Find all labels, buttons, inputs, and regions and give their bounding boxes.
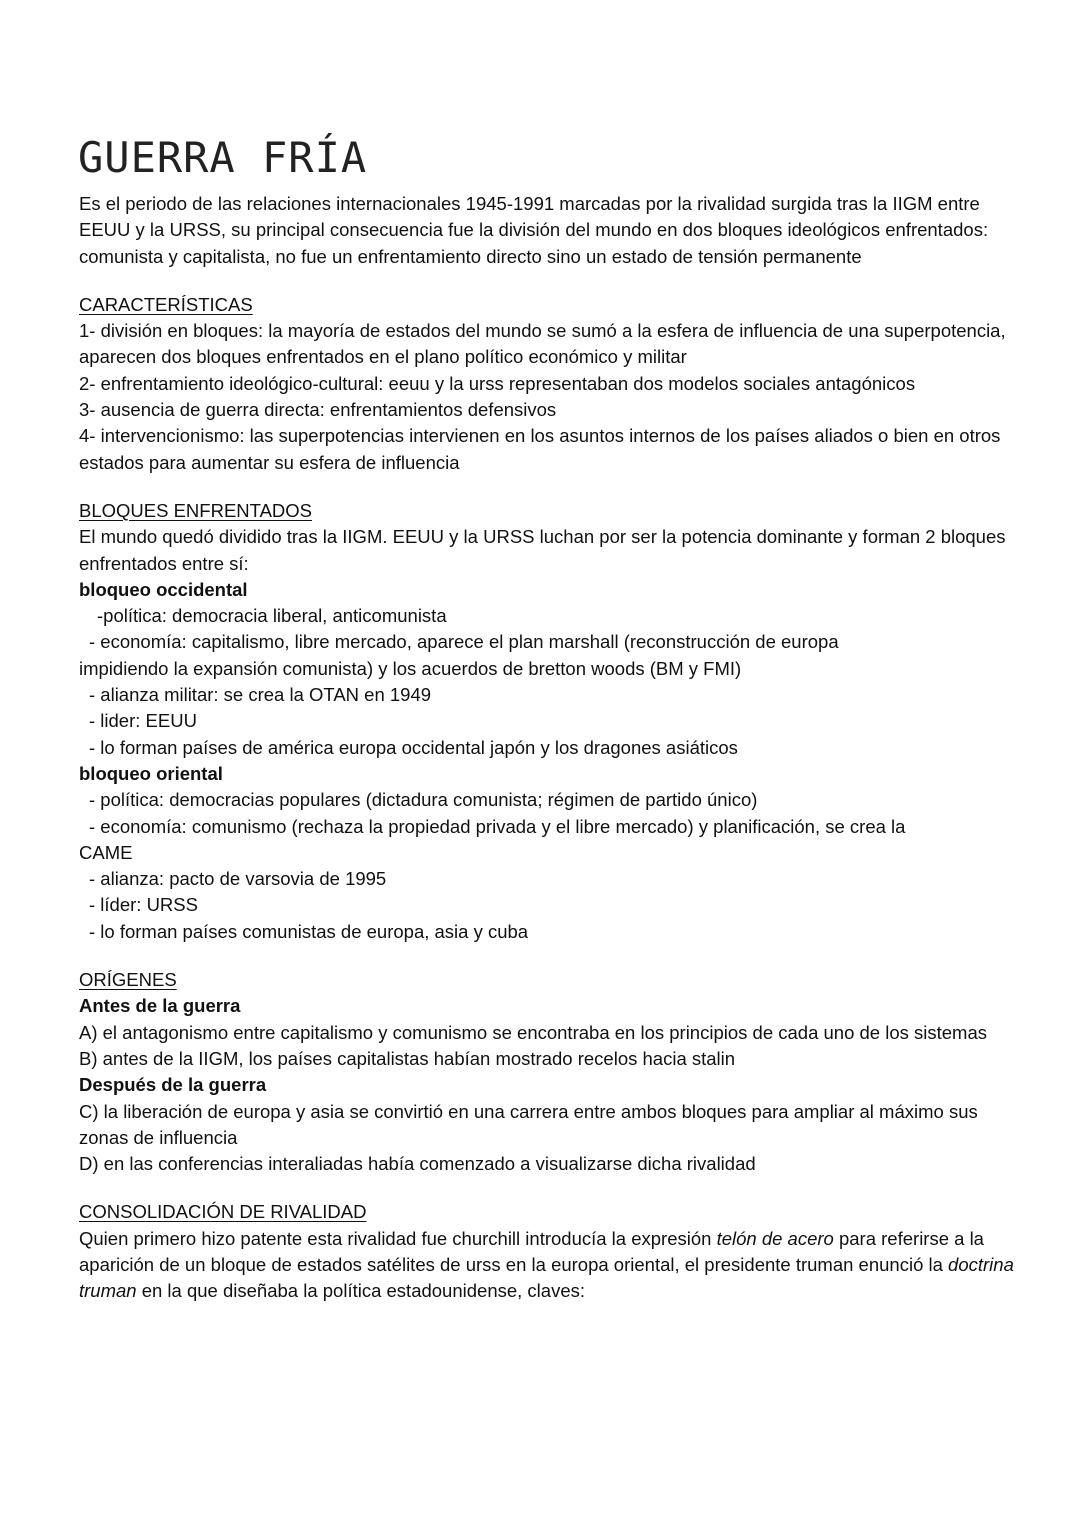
- page-title: GUERRA FRÍA: [78, 133, 368, 182]
- list-item: - lo forman países comunistas de europa, asia y cuba: [89, 920, 529, 942]
- paragraph-text: en la que diseñaba la política estadounidense, claves:: [136, 1280, 586, 1302]
- list-item-continuation: CAME: [79, 841, 133, 863]
- list-item: A) el antagonismo entre capitalismo y comunismo se encontraba en los principios de cada uno de los sistemas: [79, 1021, 988, 1043]
- consolidacion-paragraph: [79, 1226, 1014, 1305]
- section-heading: CONSOLIDACIÓN DE RIVALIDAD: [79, 1201, 367, 1223]
- subsection-title: bloqueo oriental: [79, 762, 223, 784]
- subsection-title: Antes de la guerra: [79, 995, 241, 1017]
- subsection-title: bloqueo occidental: [79, 578, 248, 600]
- list-item: 4- intervencionismo: las superpotencias intervienen en los asuntos internos de los países aliados o bien en otros estados para aumentar su esfera de influencia: [79, 425, 1001, 473]
- intro-paragraph: Es el periodo de las relaciones internacionales 1945-1991 marcadas por la rivalidad surgida tras la IIGM entre EEUU y la URSS, su principal consecuencia fue la división del mundo en dos bloques ideológicos enfrentados: comunista y capitalista, no fue un enfrentamiento directo sino un estado de tensión permanente: [79, 193, 989, 267]
- section-heading: CARACTERÍSTICAS: [79, 293, 253, 315]
- section-heading: BLOQUES ENFRENTADOS: [79, 499, 313, 521]
- list-item: C) la liberación de europa y asia se convirtió en una carrera entre ambos bloques para ampliar al máximo sus zonas de influencia: [79, 1100, 978, 1148]
- list-item: - lider: EEUU: [89, 710, 197, 732]
- section-bloques: [79, 498, 1014, 945]
- list-item: B) antes de la IIGM, los países capitalistas habían mostrado recelos hacia stalin: [79, 1047, 736, 1069]
- section-heading: ORÍGENES: [79, 969, 177, 991]
- paragraph-text: Quien primero hizo patente esta rivalidad fue churchill introducía la expresión: [79, 1227, 717, 1249]
- subsection-title: Después de la guerra: [79, 1074, 267, 1096]
- section-consolidacion: [79, 1199, 1014, 1304]
- list-item: - economía: capitalismo, libre mercado, aparece el plan marshall (reconstrucción de europa: [89, 631, 839, 653]
- list-item: - líder: URSS: [89, 894, 198, 916]
- emphasized-term: doctrina truman: [79, 1253, 1014, 1302]
- list-item: D) en las conferencias interaliadas había comenzado a visualizarse dicha rivalidad: [79, 1153, 756, 1175]
- section-caracteristicas: [79, 292, 1014, 476]
- list-item-continuation: impidiendo la expansión comunista) y los acuerdos de bretton woods (BM y FMI): [79, 657, 742, 679]
- paragraph-text: para referirse a la aparición de un bloque de estados satélites de urss en la europa oriental, el presidente truman enunció la: [79, 1227, 984, 1275]
- list-item: - alianza: pacto de varsovia de 1995: [89, 868, 387, 890]
- section-intro: El mundo quedó dividido tras la IIGM. EEUU y la URSS luchan por ser la potencia dominante y forman 2 bloques enfrentados entre sí:: [79, 526, 1006, 574]
- section-origenes: [79, 967, 1014, 1177]
- document-page: [79, 128, 1014, 1305]
- list-item: 3- ausencia de guerra directa: enfrentamientos defensivos: [79, 399, 557, 421]
- list-item: - economía: comunismo (rechaza la propiedad privada y el libre mercado) y planificación, se crea la: [89, 815, 906, 837]
- list-item: - política: democracias populares (dictadura comunista; régimen de partido único): [89, 789, 758, 811]
- list-item: 2- enfrentamiento ideológico-cultural: eeuu y la urss representaban dos modelos sociales antagónicos: [79, 372, 916, 394]
- list-item: 1- división en bloques: la mayoría de estados del mundo se sumó a la esfera de influencia de una superpotencia, aparecen dos bloques enfrentados en el plano político económico y militar: [79, 320, 1006, 368]
- list-item: - lo forman países de américa europa occidental japón y los dragones asiáticos: [89, 736, 738, 758]
- list-item: - alianza militar: se crea la OTAN en 1949: [89, 684, 432, 706]
- list-item: -política: democracia liberal, anticomunista: [97, 605, 447, 627]
- emphasized-term: telón de acero: [716, 1227, 834, 1249]
